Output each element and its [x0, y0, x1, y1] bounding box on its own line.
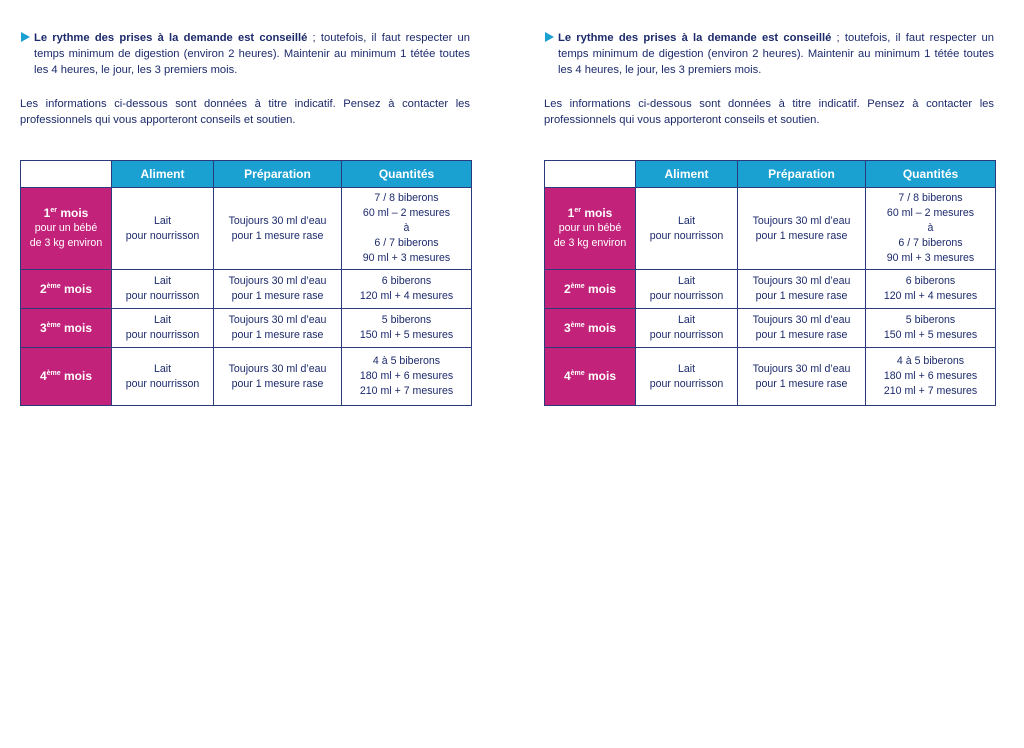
- month-sup: ème: [46, 282, 61, 290]
- header-quantites: Quantités: [866, 161, 996, 188]
- cell-line: 180 ml + 6 mesures: [359, 370, 454, 382]
- cell-line: Lait: [153, 362, 172, 375]
- cell-line: Toujours 30 ml d’eau: [228, 275, 327, 287]
- cell-line: pour nourrisson: [649, 229, 724, 242]
- cell-line: 5 biberons: [381, 314, 432, 326]
- header-preparation: Préparation: [738, 161, 866, 188]
- cell-line: 6 biberons: [905, 275, 956, 287]
- cell-line: 7 / 8 biberons: [374, 192, 439, 204]
- table-row: [21, 270, 472, 309]
- table-row: [545, 188, 996, 270]
- month-word: mois: [580, 206, 613, 220]
- cell-line: pour 1 mesure rase: [755, 377, 848, 390]
- cell-line: pour nourrisson: [649, 329, 724, 341]
- cell-line: 120 ml + 4 mesures: [883, 290, 978, 302]
- month-cell: [545, 188, 636, 270]
- table-row: [21, 348, 472, 406]
- quantites-cell: [342, 309, 472, 348]
- month-sup: ème: [570, 321, 585, 329]
- cell-line: pour 1 mesure rase: [231, 329, 324, 341]
- cell-line: pour 1 mesure rase: [231, 377, 324, 390]
- cell-line: Lait: [677, 362, 696, 375]
- preparation-cell: [738, 309, 866, 348]
- corner-cell: [545, 161, 636, 188]
- aliment-cell: [112, 188, 214, 270]
- cell-line: Toujours 30 ml d’eau: [228, 362, 327, 375]
- aliment-cell: [636, 309, 738, 348]
- month-word: mois: [60, 369, 93, 383]
- cell-line: Lait: [677, 214, 696, 227]
- month-num: 1: [567, 206, 575, 220]
- month-word: mois: [56, 206, 89, 220]
- month-cell: [545, 309, 636, 348]
- cell-line: 180 ml + 6 mesures: [883, 370, 978, 382]
- cell-line: Toujours 30 ml d’eau: [752, 275, 851, 287]
- cell-line: Toujours 30 ml d’eau: [228, 314, 327, 326]
- intro-text: ; toutefois, il faut respecter un temps minimum de digestion (environ 2 heures). Maintenir au minimum 1 tétée toutes les 4 heures, le jour, les 3 premiers mois.: [34, 32, 470, 76]
- month-cell: [21, 348, 112, 406]
- header-aliment: Aliment: [636, 161, 738, 188]
- quantites-cell: [866, 348, 996, 406]
- month-sub-line: pour un bébé: [34, 222, 98, 234]
- cell-line: à: [927, 222, 934, 234]
- cell-line: Lait: [677, 314, 696, 326]
- table-row: [545, 270, 996, 309]
- intro-text: ; toutefois, il faut respecter un temps minimum de digestion (environ 2 heures). Maintenir au minimum 1 tétée toutes les 4 heures, le jour, les 3 premiers mois.: [558, 32, 994, 76]
- cell-line: Lait: [153, 314, 172, 326]
- cell-line: pour nourrisson: [125, 229, 200, 242]
- quantites-cell: [866, 270, 996, 309]
- table-row: [21, 309, 472, 348]
- intro-paragraph: [544, 30, 994, 78]
- month-sup: ème: [570, 370, 585, 377]
- cell-line: Lait: [153, 275, 172, 287]
- month-word: mois: [584, 369, 617, 383]
- aliment-cell: [636, 188, 738, 270]
- cell-line: 120 ml + 4 mesures: [359, 290, 454, 302]
- bullet-arrow-icon: [545, 32, 554, 42]
- cell-line: 7 / 8 biberons: [898, 192, 963, 204]
- cell-line: 6 / 7 biberons: [374, 237, 439, 249]
- month-word: mois: [60, 320, 93, 335]
- aliment-cell: [112, 270, 214, 309]
- header-quantites: Quantités: [342, 161, 472, 188]
- month-num: 3: [563, 320, 571, 335]
- month-cell: [21, 188, 112, 270]
- intro-lead: Le rythme des prises à la demande est conseillé: [558, 32, 832, 44]
- cell-line: 60 ml – 2 mesures: [362, 207, 451, 219]
- header-preparation: Préparation: [214, 161, 342, 188]
- month-num: 2: [39, 281, 47, 296]
- preparation-cell: [214, 270, 342, 309]
- cell-line: pour nourrisson: [125, 377, 200, 390]
- preparation-cell: [214, 188, 342, 270]
- month-sup: er: [574, 207, 581, 214]
- month-sub-line: de 3 kg environ: [29, 237, 103, 249]
- month-num: 1: [43, 206, 51, 220]
- cell-line: 210 ml + 7 mesures: [883, 385, 978, 397]
- month-num: 2: [563, 281, 571, 296]
- month-sub-line: pour un bébé: [558, 222, 622, 234]
- table-row: [545, 348, 996, 406]
- month-cell: [545, 270, 636, 309]
- aliment-cell: [112, 348, 214, 406]
- preparation-cell: [738, 188, 866, 270]
- cell-line: 6 / 7 biberons: [898, 237, 963, 249]
- cell-line: pour nourrisson: [125, 329, 200, 341]
- cell-line: pour 1 mesure rase: [755, 290, 848, 302]
- header-aliment: Aliment: [112, 161, 214, 188]
- quantites-cell: [342, 270, 472, 309]
- month-word: mois: [584, 281, 617, 296]
- cell-line: 210 ml + 7 mesures: [359, 385, 454, 397]
- cell-line: 4 à 5 biberons: [896, 355, 965, 367]
- preparation-cell: [214, 348, 342, 406]
- cell-line: pour 1 mesure rase: [231, 290, 324, 302]
- month-num: 4: [563, 369, 571, 383]
- month-sup: ème: [46, 370, 61, 377]
- table-row: [21, 188, 472, 270]
- cell-line: 5 biberons: [905, 314, 956, 326]
- quantites-cell: [342, 188, 472, 270]
- month-sup: ème: [570, 282, 585, 290]
- aliment-cell: [636, 270, 738, 309]
- aliment-cell: [112, 309, 214, 348]
- month-cell: [21, 270, 112, 309]
- cell-line: 6 biberons: [381, 275, 432, 287]
- bullet-arrow-icon: [21, 32, 30, 42]
- cell-line: 90 ml + 3 mesures: [886, 252, 975, 264]
- cell-line: pour 1 mesure rase: [231, 229, 324, 242]
- month-sup: ème: [46, 321, 61, 329]
- aliment-cell: [636, 348, 738, 406]
- preparation-cell: [738, 270, 866, 309]
- cell-line: Lait: [677, 275, 696, 287]
- preparation-cell: [738, 348, 866, 406]
- quantites-cell: [866, 309, 996, 348]
- month-sup: er: [50, 207, 57, 214]
- month-word: mois: [60, 281, 93, 296]
- cell-line: 90 ml + 3 mesures: [362, 252, 451, 264]
- intro-paragraph: [20, 30, 470, 78]
- month-sub-line: de 3 kg environ: [553, 237, 627, 249]
- info-paragraph: Les informations ci-dessous sont données à titre indicatif. Pensez à contacter les professionnels qui vous apporteront conseils et soutien.: [20, 98, 470, 126]
- month-word: mois: [584, 320, 617, 335]
- quantites-cell: [342, 348, 472, 406]
- cell-line: 4 à 5 biberons: [372, 355, 441, 367]
- cell-line: pour nourrisson: [649, 377, 724, 390]
- cell-line: à: [403, 222, 410, 234]
- cell-line: Toujours 30 ml d’eau: [752, 362, 851, 375]
- month-num: 3: [39, 320, 47, 335]
- feeding-table: [544, 160, 996, 406]
- info-paragraph: Les informations ci-dessous sont données à titre indicatif. Pensez à contacter les professionnels qui vous apporteront conseils et soutien.: [544, 98, 994, 126]
- month-cell: [21, 309, 112, 348]
- quantites-cell: [866, 188, 996, 270]
- preparation-cell: [214, 309, 342, 348]
- cell-line: pour 1 mesure rase: [755, 329, 848, 341]
- table-row: [545, 309, 996, 348]
- cell-line: Toujours 30 ml d’eau: [228, 214, 327, 227]
- cell-line: pour nourrisson: [649, 290, 724, 302]
- cell-line: pour 1 mesure rase: [755, 229, 848, 242]
- cell-line: 60 ml – 2 mesures: [886, 207, 975, 219]
- feeding-table: [20, 160, 472, 406]
- intro-lead: Le rythme des prises à la demande est conseillé: [34, 32, 308, 44]
- corner-cell: [21, 161, 112, 188]
- cell-line: Lait: [153, 214, 172, 227]
- cell-line: 150 ml + 5 mesures: [883, 329, 978, 341]
- month-num: 4: [39, 369, 47, 383]
- month-cell: [545, 348, 636, 406]
- cell-line: Toujours 30 ml d’eau: [752, 214, 851, 227]
- cell-line: 150 ml + 5 mesures: [359, 329, 454, 341]
- cell-line: pour nourrisson: [125, 290, 200, 302]
- cell-line: Toujours 30 ml d’eau: [752, 314, 851, 326]
